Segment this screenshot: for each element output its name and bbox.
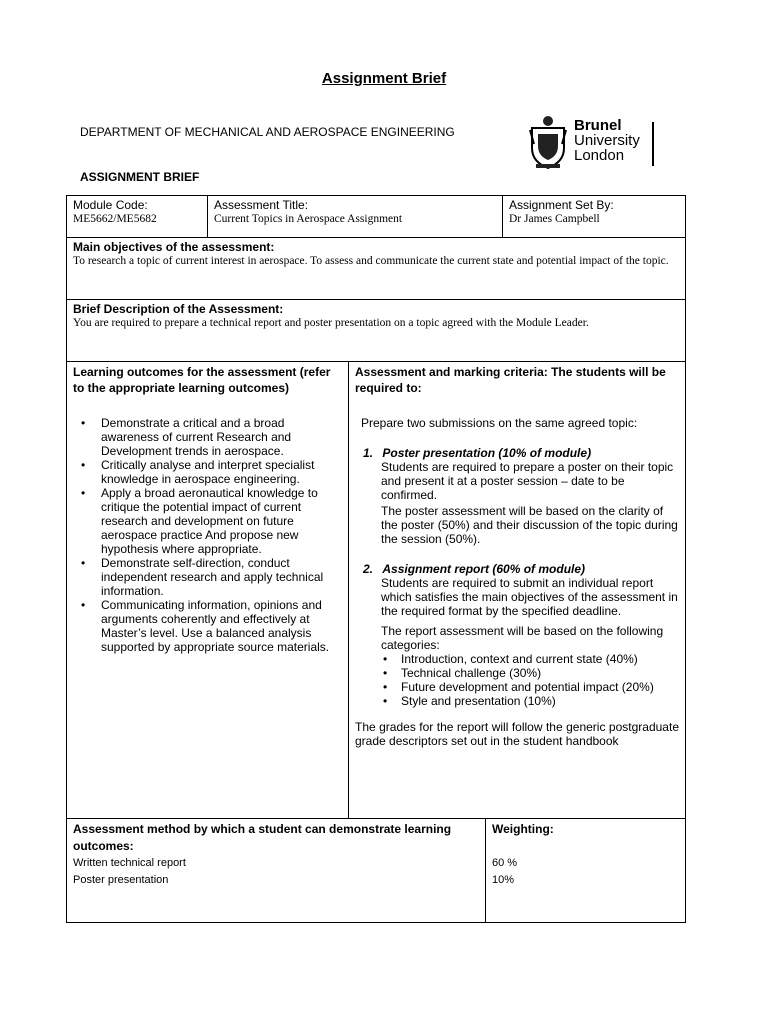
description-text: You are required to prepare a technical report and poster presentation on a topic agreed with the Module Leader. <box>73 317 589 329</box>
set-by-value: Dr James Campbell <box>509 213 600 225</box>
learning-outcomes-list <box>73 416 342 654</box>
module-info-row <box>66 195 686 238</box>
list-item: • Future development and potential impact (20%) <box>381 680 679 694</box>
weighting-heading: Weighting: <box>492 822 554 836</box>
criteria-intro: Prepare two submissions on the same agreed topic: <box>361 416 638 430</box>
objectives-text: To research a topic of current interest in aerospace. To assess and communicate the current state and potential impact of the topic. <box>73 255 669 267</box>
crest-icon <box>528 114 568 170</box>
list-item: • Style and presentation (10%) <box>381 694 679 708</box>
grades-note: The grades for the report will follow the generic postgraduate grade descriptors set out in the student handbook <box>355 720 679 748</box>
report-categories <box>355 652 679 708</box>
poster-heading: 1. Poster presentation (10% of module) <box>363 446 592 460</box>
list-item: • Critically analyse and interpret specialist knowledge in aerospace engineering. <box>73 458 338 486</box>
list-item: • Demonstrate a critical and a broad awareness of current Research and Development trends in aerospace. <box>73 416 338 458</box>
weighting-value: 10% <box>492 874 515 886</box>
poster-description: Students are required to prepare a poster on their topic and present it at a poster session – date to be confirmed. <box>381 460 674 502</box>
weighting-value: 60 % <box>492 857 518 869</box>
assessment-title-label: Assessment Title: <box>214 198 309 212</box>
criteria-heading: Assessment and marking criteria: The students will be required to: <box>355 365 666 395</box>
objectives-heading: Main objectives of the assessment: <box>73 240 275 254</box>
outcomes-criteria-row <box>66 361 686 819</box>
list-item: • Apply a broad aeronautical knowledge to critique the potential impact of current research and development on future aerospace practice And propose new hypothesis where appropriate. <box>73 486 338 556</box>
module-code-label: Module Code: <box>73 198 148 212</box>
university-logo <box>528 112 668 172</box>
list-item: • Communicating information, opinions and arguments coherently and effectively at Master’s level. Use a balanced analysis supported by appropriate source materials. <box>73 598 338 654</box>
module-code-value: ME5662/ME5682 <box>73 213 157 225</box>
report-assessment: The report assessment will be based on the following categories: <box>381 624 664 652</box>
assessment-title-value: Current Topics in Aerospace Assignment <box>214 213 403 225</box>
page-title: Assignment Brief <box>321 70 447 87</box>
set-by-label: Assignment Set By: <box>509 198 614 212</box>
method-item: Written technical report <box>73 857 186 869</box>
poster-assessment: The poster assessment will be based on the clarity of the poster (50%) and their discussion of the topic during the session (50%). <box>381 504 678 546</box>
logo-divider <box>652 122 654 166</box>
learning-outcomes-heading: Learning outcomes for the assessment (refer to the appropriate learning outcomes) <box>73 365 331 395</box>
list-item: • Technical challenge (30%) <box>381 666 679 680</box>
description-heading: Brief Description of the Assessment: <box>73 302 284 316</box>
department-name: DEPARTMENT OF MECHANICAL AND AEROSPACE ENGINEERING <box>80 125 455 139</box>
method-heading: Assessment method by which a student can demonstrate learning outcomes: <box>73 822 452 853</box>
objectives-row <box>66 237 686 300</box>
logo-wordmark: Brunel University London <box>574 117 640 164</box>
list-item: • Demonstrate self-direction, conduct independent research and apply technical information. <box>73 556 338 598</box>
report-description: Students are required to submit an individual report which satisfies the main objectives of the assessment in the required format by the specified deadline. <box>381 576 678 618</box>
report-heading: 2. Assignment report (60% of module) <box>363 562 586 576</box>
brief-label: ASSIGNMENT BRIEF <box>80 170 200 184</box>
method-item: Poster presentation <box>73 874 169 886</box>
method-row <box>66 818 686 923</box>
description-row <box>66 299 686 362</box>
list-item: • Introduction, context and current state (40%) <box>381 652 679 666</box>
